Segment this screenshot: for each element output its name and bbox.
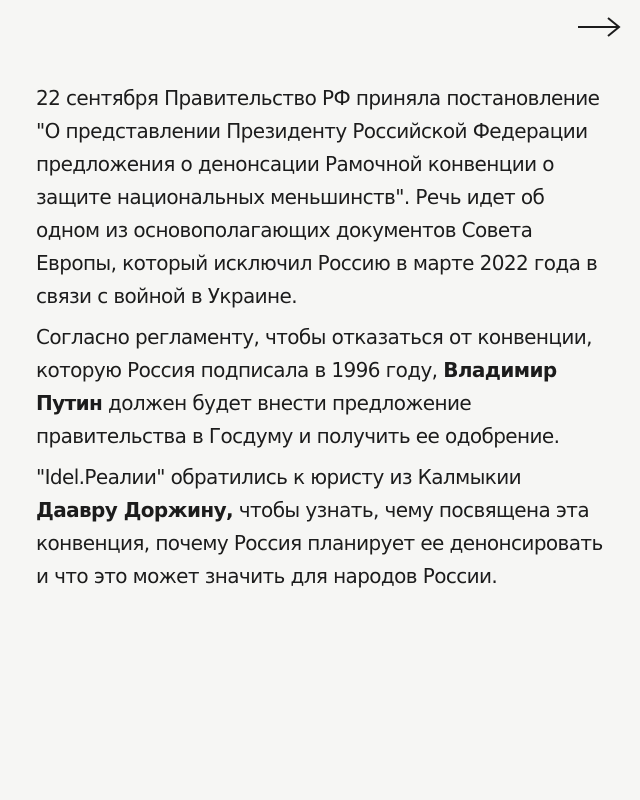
paragraph-3-bold-name: Даавру Доржину,: [36, 498, 234, 522]
paragraph-2: [36, 321, 608, 453]
paragraph-1-text: 22 сентября Правительство РФ приняла постановление "О представлении Президенту Российской Федерации предложения о денонсации Рамочной конвенции о защите национальных меньшинств". Речь идет об одном из основополагающих документов Совета Европы, который исключил Россию в марте 2022 года в связи с войной в Украине.: [36, 86, 600, 308]
paragraph-2-text-before: Согласно регламенту, чтобы отказаться от конвенции, которую Россия подписала в 1996 году,: [36, 325, 592, 382]
paragraph-1: [36, 82, 608, 313]
paragraph-3-text-after: чтобы узнать, чему посвящена эта конвенция, почему Россия планирует ее денонсировать и что это может значить для народов России.: [36, 498, 603, 588]
paragraph-2-bold-name: Владимир Путин: [36, 358, 557, 415]
article-body: [36, 82, 608, 601]
paragraph-3-text-before: "Idel.Реалии" обратились к юристу из Калмыкии: [36, 465, 522, 489]
paragraph-2-text-after: должен будет внести предложение правительства в Госдуму и получить ее одобрение.: [36, 391, 560, 448]
arrow-right-icon[interactable]: [576, 14, 622, 40]
paragraph-3: [36, 461, 608, 593]
